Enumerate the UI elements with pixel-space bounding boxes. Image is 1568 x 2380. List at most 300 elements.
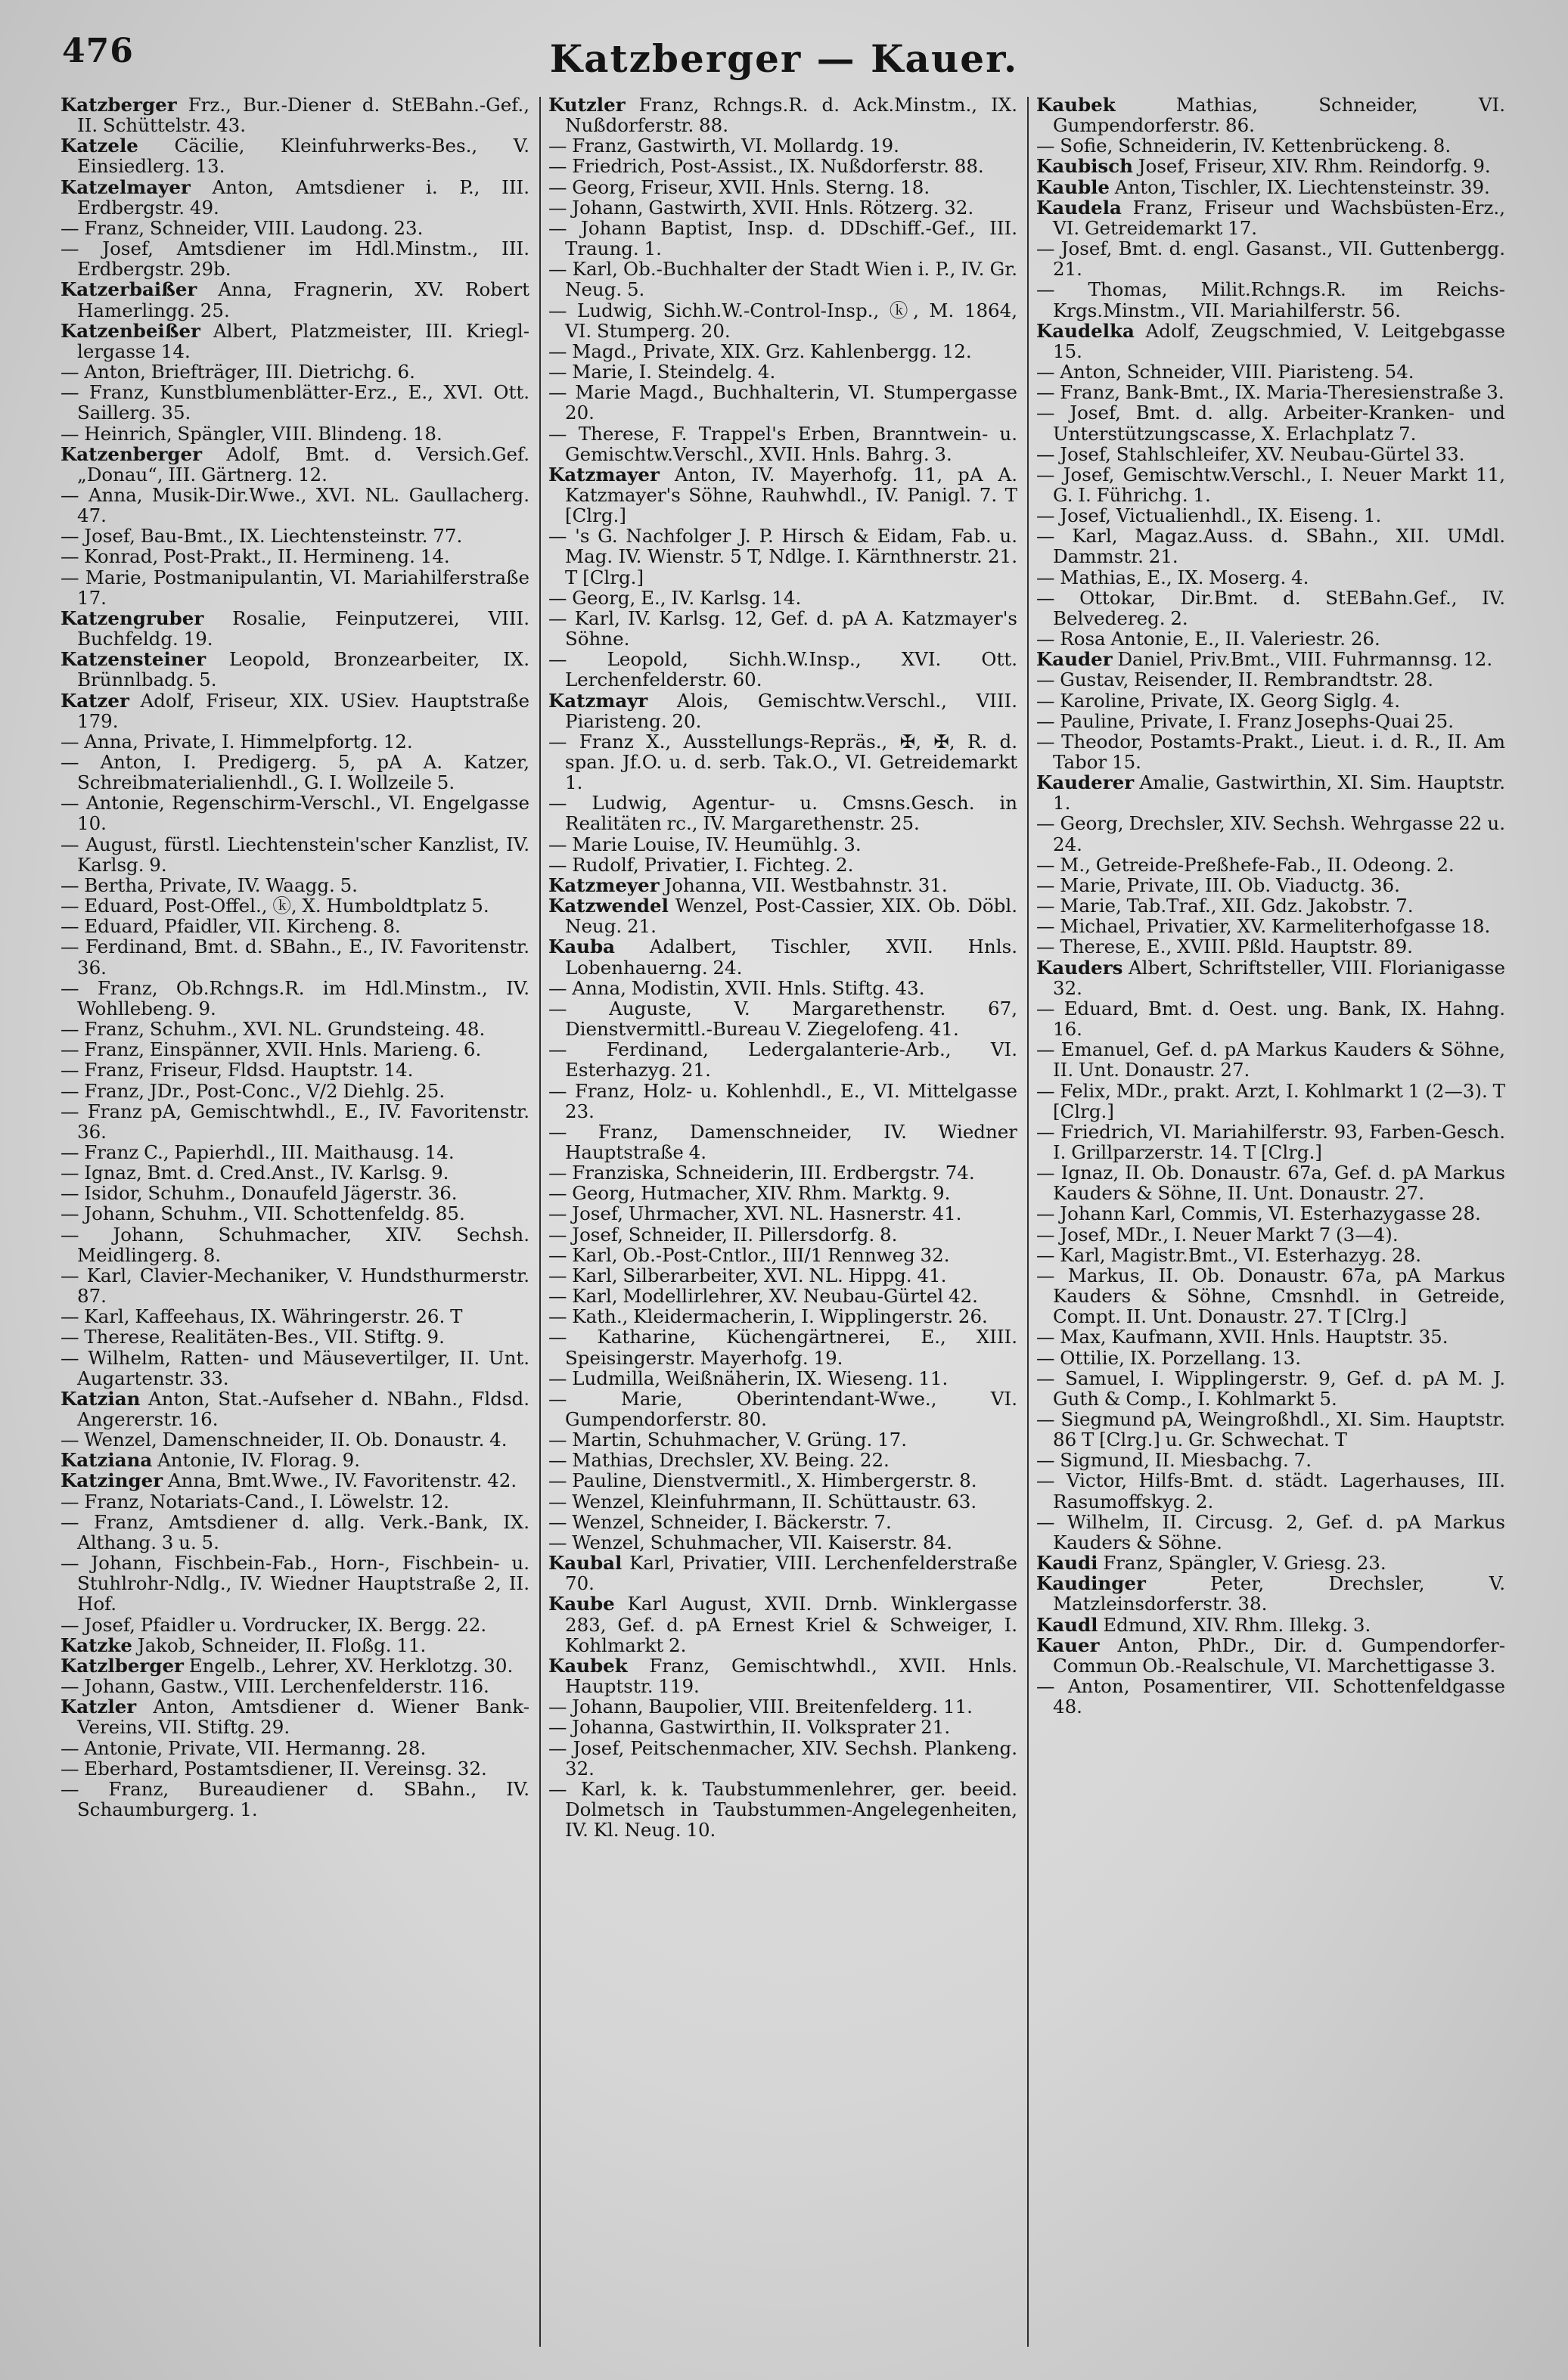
entry-text: Adolf, Friseur, XIX. USiev. Hauptstraße 179. <box>77 689 529 732</box>
directory-entry <box>548 95 1017 135</box>
entry-text: — Friedrich, VI. Mariahilferstr. 93, Farben-Gesch. I. Grillparzerstr. 14. T [Clrg.] <box>1036 1120 1505 1163</box>
directory-entry <box>61 135 529 176</box>
entry-text: — Josef, Gemischtw.Verschl., I. Neuer Markt 11, G. I. Führichg. 1. <box>1036 463 1505 506</box>
entry-text: Peter, Drechsler, V. Matzleinsdorferstr. 38. <box>1053 1572 1505 1615</box>
directory-entry <box>548 1081 1017 1122</box>
directory-entry <box>61 1553 529 1614</box>
directory-entry <box>61 1758 529 1779</box>
directory-entry <box>548 1162 1017 1183</box>
entry-text: Anton, Stat.-Aufseher d. NBahn., Fldsd. Angererstr. 16. <box>77 1387 529 1430</box>
directory-entry <box>61 1779 529 1820</box>
entry-text: — Josef, Pfaidler u. Vordrucker, IX. Bergg. 22. <box>61 1613 487 1636</box>
directory-entry <box>548 649 1017 690</box>
entry-text: — Anton, Schneider, VIII. Piaristeng. 54. <box>1036 361 1414 383</box>
directory-entry <box>61 238 529 279</box>
entry-text: — Wilhelm, II. Circusg. 2, Gef. d. pA Markus Kauders & Söhne. <box>1036 1510 1505 1553</box>
directory-entry <box>1036 321 1505 361</box>
entry-text: — Wenzel, Schuhmacher, VII. Kaiserstr. 84. <box>548 1531 952 1553</box>
entry-text: — Sigmund, II. Miesbachg. 7. <box>1036 1449 1312 1472</box>
entry-text: Anton, IV. Mayerhofg. 11, pA A. Katzmayer's Söhne, Rauhwhdl., IV. Panigl. 7. T [Clrg.] <box>565 463 1017 527</box>
directory-entry <box>1036 1245 1505 1265</box>
entry-text: — Karl, k. k. Taubstummenlehrer, ger. beeid. Dolmetsch in Taubstummen-Angelegenheiten, IV. Kl. Neug. 10. <box>548 1777 1017 1842</box>
directory-entry <box>61 567 529 608</box>
entry-text: — Karl, Silberarbeiter, XVI. NL. Hippg. 41. <box>548 1264 947 1286</box>
directory-entry <box>548 834 1017 855</box>
entry-text: — Ignaz, II. Ob. Donaustr. 67a, Gef. d. pA Markus Kauders & Söhne, II. Unt. Donaustr. 27. <box>1036 1162 1505 1205</box>
entry-text: Leopold, Bronzearbeiter, IX. Brünnlbadg. 5. <box>77 648 529 691</box>
directory-entry <box>1036 628 1505 649</box>
directory-entry <box>1036 1676 1505 1717</box>
entry-text: — Sofie, Schneiderin, IV. Kettenbrückeng. 8. <box>1036 135 1452 157</box>
directory-entry <box>548 1512 1017 1532</box>
directory-entry <box>1036 1122 1505 1162</box>
entry-surname: Kaubisch <box>1036 155 1133 178</box>
entry-text: — Ludwig, Agentur- u. Cmsns.Gesch. in Realitäten rc., IV. Margarethenstr. 25. <box>548 792 1017 835</box>
entry-text: — Auguste, V. Margarethenstr. 67, Dienstvermittl.-Bureau V. Ziegelofeng. 41. <box>548 997 1017 1041</box>
entry-text: Wenzel, Post-Cassier, XIX. Ob. Döbl. Neug. 21. <box>565 895 1017 938</box>
directory-entry <box>1036 526 1505 566</box>
directory-entry <box>61 1060 529 1080</box>
entry-text: — Karoline, Private, IX. Georg Siglg. 4. <box>1036 689 1401 712</box>
directory-entry <box>548 1368 1017 1389</box>
entry-text: — Johann, Baupolier, VIII. Breitenfelderg. 11. <box>548 1696 973 1718</box>
entry-text: — Franz, Notariats-Cand., I. Löwelstr. 12. <box>61 1490 450 1513</box>
entry-text: Anton, Tischler, IX. Liechtensteinstr. 39. <box>1110 175 1490 198</box>
directory-entry <box>61 1470 529 1491</box>
entry-text: — Franz, Bank-Bmt., IX. Maria-Theresienstraße 3. <box>1036 381 1504 404</box>
directory-entry <box>548 936 1017 977</box>
directory-entry <box>61 1019 529 1039</box>
entry-text: — Johann, Fischbein-Fab., Horn-, Fischbein- u. Stuhlrohr-Ndlg., IV. Wiedner Hauptstraße 2, II. Hof. <box>61 1552 529 1615</box>
entry-text: — Anton, Posamentirer, VII. Schottenfeldgasse 48. <box>1036 1675 1505 1718</box>
directory-entry <box>548 1183 1017 1203</box>
entry-text: — Victor, Hilfs-Bmt. d. städt. Lagerhauses, III. Rasumoffskyg. 2. <box>1036 1469 1505 1513</box>
entry-text: — Josef, Uhrmacher, XVI. NL. Hasnerstr. 41. <box>548 1202 962 1225</box>
directory-entry <box>61 485 529 526</box>
entry-text: — Josef, Bau-Bmt., IX. Liechtensteinstr. 77. <box>61 525 463 548</box>
entry-text: — Magd., Private, XIX. Grz. Kahlenbergg. 12. <box>548 340 972 362</box>
directory-entry <box>548 382 1017 423</box>
entry-text: — Theodor, Postamts-Prakt., Lieut. i. d. R., II. Am Tabor 15. <box>1036 730 1505 773</box>
directory-entry <box>548 1491 1017 1512</box>
entry-text: — Anna, Musik-Dir.Wwe., XVI. NL. Gaullacherg. 47. <box>61 483 529 527</box>
entry-surname: Kutzler <box>548 95 626 116</box>
entry-text: — Ludmilla, Weißnäherin, IX. Wieseng. 11. <box>548 1367 949 1389</box>
directory-entry <box>1036 1348 1505 1368</box>
directory-entry <box>548 875 1017 895</box>
directory-entry <box>548 1470 1017 1491</box>
entry-text: — Eberhard, Postamtsdiener, II. Vereinsg. 32. <box>61 1757 487 1780</box>
directory-entry <box>1036 279 1505 320</box>
entry-surname: Katzmeyer <box>548 873 660 896</box>
entry-surname: Kaube <box>548 1593 615 1615</box>
entry-text: — Samuel, I. Wipplingerstr. 9, Gef. d. pA M. J. Guth & Comp., I. Kohlmarkt 5. <box>1036 1367 1505 1410</box>
directory-entry <box>61 649 529 690</box>
entry-text: — Eduard, Post-Offel., ⓚ, X. Humboldtplatz 5. <box>61 895 489 917</box>
directory-entry <box>1036 177 1505 197</box>
entry-text: — Josef, Schneider, II. Pillersdorfg. 8. <box>548 1223 898 1246</box>
directory-entry <box>61 1615 529 1635</box>
directory-entry <box>548 1265 1017 1286</box>
entry-text: — Mathias, Drechsler, XV. Being. 22. <box>548 1449 890 1472</box>
page-number: 476 <box>62 32 134 70</box>
entry-text: — Antonie, Regenschirm-Verschl., VI. Engelgasse 10. <box>61 792 529 835</box>
entry-text: Frz., Bur.-Diener d. StEBahn.-Gef., II. Schüttelstr. 43. <box>77 95 529 137</box>
entry-text: — Therese, E., XVIII. Pßld. Hauptstr. 89. <box>1036 936 1413 958</box>
entry-text: — Johann, Schuhmacher, XIV. Sechsh. Meidlingerg. 8. <box>61 1223 529 1266</box>
entry-text: Antonie, IV. Florag. 9. <box>152 1449 361 1472</box>
directory-entry <box>548 690 1017 731</box>
entry-surname: Katzensteiner <box>61 648 206 671</box>
entry-surname: Katzenbeißer <box>61 319 200 342</box>
directory-entry <box>548 361 1017 382</box>
entry-text: — Franz, Friseur, Fldsd. Hauptstr. 14. <box>61 1059 414 1081</box>
directory-entry <box>61 1389 529 1429</box>
entry-text: — Johann, Schuhm., VII. Schottenfeldg. 85. <box>61 1202 465 1225</box>
entry-surname: Kaubal <box>548 1552 623 1575</box>
entry-text: — Franz, Holz- u. Kohlenhdl., E., VI. Mittelgasse 23. <box>548 1079 1017 1122</box>
entry-text: Franz, Friseur und Wachsbüsten-Erz., VI. Getreidemarkt 17. <box>1053 196 1505 239</box>
directory-entry <box>61 834 529 875</box>
directory-entry <box>1036 505 1505 526</box>
directory-entry <box>61 361 529 382</box>
entry-surname: Katzinger <box>61 1469 163 1492</box>
entry-text: — Ignaz, Bmt. d. Cred.Anst., IV. Karlsg. 9. <box>61 1162 449 1184</box>
column-1 <box>61 95 529 2348</box>
directory-entry <box>548 1779 1017 1840</box>
entry-text: — Martin, Schuhmacher, V. Grüng. 17. <box>548 1429 908 1451</box>
entry-surname: Kauderer <box>1036 771 1135 794</box>
directory-entry <box>61 1635 529 1655</box>
directory-entry <box>61 1738 529 1758</box>
directory-entry <box>548 855 1017 875</box>
directory-entry <box>548 588 1017 608</box>
entry-text: — Marie, I. Steindelg. 4. <box>548 361 776 383</box>
entry-text: — Ferdinand, Bmt. d. SBahn., E., IV. Favoritenstr. 36. <box>61 936 529 979</box>
directory-entry <box>61 279 529 320</box>
entry-text: Albert, Platzmeister, III. Kriegl-lergasse 14. <box>77 319 529 362</box>
directory-entry <box>548 259 1017 299</box>
entry-text: Adolf, Bmt. d. Versich.Gef. „Donau“, III. Gärtnerg. 12. <box>77 442 529 486</box>
entry-text: — Franz, Schuhm., XVI. NL. Grundsteing. 48. <box>61 1018 486 1041</box>
entry-text: Daniel, Priv.Bmt., VIII. Fuhrmannsg. 12. <box>1112 648 1493 671</box>
directory-entry <box>1036 382 1505 402</box>
entry-text: — Franz, JDr., Post-Conc., V/2 Diehlg. 25. <box>61 1079 446 1102</box>
entry-surname: Katzler <box>61 1696 137 1718</box>
entry-text: — Karl, Magistr.Bmt., VI. Esterhazyg. 28. <box>1036 1243 1422 1266</box>
directory-entry <box>1036 1512 1505 1553</box>
entry-surname: Katzmayr <box>548 689 648 712</box>
directory-entry <box>1036 1224 1505 1245</box>
directory-entry <box>61 526 529 546</box>
directory-entry <box>61 978 529 1019</box>
directory-entry <box>1036 1409 1505 1450</box>
entry-text: — Wenzel, Schneider, I. Bäckerstr. 7. <box>548 1510 892 1533</box>
entry-text: — Franz, Kunstblumenblätter-Erz., E., XVI. Ott. Saillerg. 35. <box>61 381 529 424</box>
entry-text: Anton, PhDr., Dir. d. Gumpendorfer-Commun Ob.-Realschule, VI. Marchettigasse 3. <box>1053 1634 1505 1677</box>
entry-surname: Katzerbaißer <box>61 278 197 301</box>
directory-entry <box>1036 1039 1505 1080</box>
directory-entry <box>1036 731 1505 772</box>
directory-entry <box>61 1696 529 1737</box>
directory-entry <box>1036 1553 1505 1573</box>
directory-entry <box>61 1081 529 1101</box>
directory-entry <box>1036 402 1505 443</box>
directory-entry <box>1036 916 1505 936</box>
directory-entry <box>61 1348 529 1389</box>
directory-entry <box>61 1142 529 1162</box>
directory-entry <box>1036 588 1505 628</box>
entry-text: Adolf, Zeugschmied, V. Leitgebgasse 15. <box>1053 319 1505 362</box>
directory-entry <box>1036 1450 1505 1470</box>
entry-text: — Anton, Briefträger, III. Dietrichg. 6. <box>61 361 415 383</box>
directory-entry <box>61 424 529 444</box>
directory-entry <box>548 1717 1017 1737</box>
directory-entry <box>1036 156 1505 176</box>
entry-surname: Katzberger <box>61 95 177 116</box>
directory-entry <box>548 793 1017 833</box>
directory-entry <box>548 1655 1017 1696</box>
directory-entry <box>548 464 1017 526</box>
entry-surname: Katzke <box>61 1634 132 1656</box>
directory-entry <box>1036 1573 1505 1614</box>
directory-entry <box>1036 772 1505 813</box>
directory-entry <box>1036 711 1505 731</box>
entry-text: — August, fürstl. Liechtenstein'scher Kanzlist, IV. Karlsg. 9. <box>61 833 529 876</box>
entry-text: — Thomas, Milit.Rchngs.R. im Reichs-Krgs.Minstm., VII. Mariahilferstr. 56. <box>1036 278 1505 321</box>
directory-entry <box>1036 669 1505 690</box>
directory-entry <box>1036 649 1505 669</box>
directory-entry <box>1036 1265 1505 1327</box>
entry-text: — Rudolf, Privatier, I. Fichteg. 2. <box>548 853 854 876</box>
entry-text: — Josef, Victualienhdl., IX. Eiseng. 1. <box>1036 504 1382 527</box>
entry-text: Josef, Friseur, XIV. Rhm. Reindorfg. 9. <box>1132 155 1491 178</box>
entry-surname: Katzlberger <box>61 1654 184 1677</box>
entry-text: Engelb., Lehrer, XV. Herklotzg. 30. <box>183 1654 514 1677</box>
entry-surname: Kauer <box>1036 1634 1100 1656</box>
directory-entry <box>548 177 1017 197</box>
entry-text: — Karl, Ob.-Buchhalter der Stadt Wien i. P., IV. Gr. Neug. 5. <box>548 258 1017 301</box>
directory-entry <box>61 1039 529 1060</box>
entry-text: — Antonie, Private, VII. Hermanng. 28. <box>61 1736 427 1759</box>
entry-text: — Friedrich, Post-Assist., IX. Nußdorferstr. 88. <box>548 155 984 178</box>
directory-entry <box>1036 238 1505 279</box>
entry-text: Mathias, Schneider, VI. Gumpendorferstr. 86. <box>1053 95 1505 137</box>
entry-text: — Karl, IV. Karlsg. 12, Gef. d. pA A. Katzmayer's Söhne. <box>548 607 1017 650</box>
entry-text: — 's G. Nachfolger J. P. Hirsch & Eidam, Fab. u. Mag. IV. Wienstr. 5 T, Ndlge. I. Kärnthnerstr. 21. T [Clrg.] <box>548 525 1017 588</box>
directory-entry <box>1036 957 1505 998</box>
entry-text: Albert, Schriftsteller, VIII. Florianigasse 32. <box>1053 956 1505 999</box>
directory-entry <box>548 1738 1017 1779</box>
directory-entry <box>61 1203 529 1224</box>
entry-text: — Bertha, Private, IV. Waagg. 5. <box>61 873 358 896</box>
directory-entry <box>1036 567 1505 588</box>
directory-entry <box>1036 197 1505 238</box>
entry-surname: Katziana <box>61 1449 153 1472</box>
entry-text: — Georg, Drechsler, XIV. Sechsh. Wehrgasse 22 u. 24. <box>1036 812 1505 855</box>
entry-surname: Kaudinger <box>1036 1572 1146 1595</box>
directory-entry <box>61 1162 529 1183</box>
entry-text: — Ottokar, Dir.Bmt. d. StEBahn.Gef., IV. Belvedereg. 2. <box>1036 586 1505 629</box>
entry-text: — Wenzel, Damenschneider, II. Ob. Donaustr. 4. <box>61 1429 508 1451</box>
entry-text: — Ferdinand, Ledergalanterie-Arb., VI. Esterhazyg. 21. <box>548 1038 1017 1081</box>
directory-entry <box>548 197 1017 218</box>
entry-text: — Michael, Privatier, XV. Karmeliterhofgasse 18. <box>1036 915 1491 938</box>
entry-text: — Anna, Private, I. Himmelpfortg. 12. <box>61 730 413 752</box>
entry-text: — Therese, F. Trappel's Erben, Branntwein- u. Gemischtw.Verschl., XVII. Hnls. Bahrg. 3. <box>548 422 1017 465</box>
entry-surname: Kauble <box>1036 175 1110 198</box>
directory-entry <box>1036 1327 1505 1347</box>
directory-entry <box>61 382 529 423</box>
directory-entry <box>61 1306 529 1327</box>
entry-text: — Marie, Postmanipulantin, VI. Mariahilferstraße 17. <box>61 566 529 609</box>
entry-surname: Katzelmayer <box>61 175 191 198</box>
directory-entry <box>61 218 529 238</box>
entry-text: — Marie Magd., Buchhalterin, VI. Stumpergasse 20. <box>548 381 1017 424</box>
directory-entry <box>61 793 529 833</box>
entry-text: — Franz, Damenschneider, IV. Wiedner Hauptstraße 4. <box>548 1120 1017 1163</box>
entry-text: — Karl, Ob.-Post-Cntlor., III/1 Rennweg 32. <box>548 1243 950 1266</box>
directory-entry <box>548 1245 1017 1265</box>
directory-entry <box>1036 1368 1505 1409</box>
directory-entry <box>61 546 529 566</box>
entry-surname: Kaudl <box>1036 1613 1098 1636</box>
directory-entry <box>548 895 1017 936</box>
directory-entry <box>548 341 1017 361</box>
entry-text: — Gustav, Reisender, II. Rembrandtstr. 28. <box>1036 669 1433 691</box>
entry-text: — Siegmund pA, Weingroßhdl., XI. Sim. Hauptstr. 86 T [Clrg.] u. Gr. Schwechat. T <box>1036 1408 1505 1451</box>
directory-entry <box>548 1286 1017 1306</box>
directory-entry <box>548 135 1017 156</box>
directory-entry <box>61 1512 529 1553</box>
entry-text: — Wilhelm, Ratten- und Mäusevertilger, II. Unt. Augartenstr. 33. <box>61 1346 529 1389</box>
entry-text: — Franziska, Schneiderin, III. Erdbergstr. 74. <box>548 1162 975 1184</box>
directory-entry <box>61 1676 529 1696</box>
directory-entry <box>548 998 1017 1039</box>
entry-text: — Johann Karl, Commis, VI. Esterhazygasse 28. <box>1036 1202 1481 1225</box>
entry-text: — Anna, Modistin, XVII. Hnls. Stiftg. 43. <box>548 976 925 999</box>
directory-entry <box>1036 95 1505 135</box>
directory-entry <box>1036 135 1505 156</box>
entry-surname: Katzenberger <box>61 442 203 465</box>
entry-surname: Kaudi <box>1036 1552 1098 1575</box>
directory-entry <box>1036 1470 1505 1511</box>
entry-text: Franz, Gemischtwhdl., XVII. Hnls. Hauptstr. 119. <box>565 1654 1017 1698</box>
directory-entry <box>61 1224 529 1265</box>
entry-text: Adalbert, Tischler, XVII. Hnls. Lobenhauerng. 24. <box>565 936 1017 979</box>
entry-text: — Franz, Schneider, VIII. Laudong. 23. <box>61 216 424 239</box>
entry-text: — Karl, Kaffeehaus, IX. Währingerstr. 26. T <box>61 1305 463 1328</box>
entry-text: — Johann, Gastw., VIII. Lerchenfelderstr. 116. <box>61 1675 489 1698</box>
directory-entry <box>1036 895 1505 916</box>
directory-entry <box>1036 1203 1505 1224</box>
directory-entry <box>548 1389 1017 1429</box>
directory-entry <box>61 95 529 135</box>
directory-entry <box>61 752 529 793</box>
entry-surname: Kauba <box>548 936 615 958</box>
directory-entry <box>61 1429 529 1450</box>
entry-text: Johanna, VII. Westbahnstr. 31. <box>659 873 948 896</box>
entry-text: — Franz, Ob.Rchngs.R. im Hdl.Minstm., IV. Wohllebeng. 9. <box>61 976 529 1019</box>
directory-entry <box>548 1450 1017 1470</box>
entry-text: Edmund, XIV. Rhm. Illekg. 3. <box>1098 1613 1371 1636</box>
directory-entry <box>61 444 529 485</box>
entry-text: — Georg, Friseur, XVII. Hnls. Sterng. 18. <box>548 175 930 198</box>
entry-text: — Franz, Bureaudiener d. SBahn., IV. Schaumburgerg. 1. <box>61 1777 529 1820</box>
entry-text: — Pauline, Dienstvermitl., X. Himbergerstr. 8. <box>548 1469 977 1492</box>
directory-entry <box>1036 998 1505 1039</box>
entry-surname: Kauders <box>1036 956 1123 979</box>
entry-text: — Kath., Kleidermacherin, I. Wipplingerstr. 26. <box>548 1305 988 1328</box>
entry-text: — Karl, Clavier-Mechaniker, V. Hundsthurmerstr. 87. <box>61 1264 529 1308</box>
directory-entry <box>548 1039 1017 1080</box>
entry-text: — Franz, Gastwirth, VI. Mollardg. 19. <box>548 135 899 157</box>
entry-surname: Kaubek <box>1036 95 1116 116</box>
directory-entry <box>61 1655 529 1676</box>
directory-entry <box>1036 1162 1505 1203</box>
directory-entry <box>61 1450 529 1470</box>
entry-text: — Ottilie, IX. Porzellang. 13. <box>1036 1346 1301 1369</box>
directory-entry <box>1036 1635 1505 1676</box>
entry-text: — Johann, Gastwirth, XVII. Hnls. Rötzerg. 32. <box>548 196 974 219</box>
directory-entry <box>548 218 1017 259</box>
entry-text: — Heinrich, Spängler, VIII. Blindeng. 18. <box>61 422 442 445</box>
entry-text: — Josef, Bmt. d. allg. Arbeiter-Kranken- und Unterstützungscasse, X. Erlachplatz 7. <box>1036 402 1505 445</box>
entry-text: Rosalie, Feinputzerei, VIII. Buchfeldg. 19. <box>77 607 529 650</box>
entry-text: Anna, Fragnerin, XV. Robert Hamerlingg. 25. <box>77 278 529 321</box>
directory-entry <box>548 1306 1017 1327</box>
entry-text: Jakob, Schneider, II. Floßg. 11. <box>132 1634 427 1656</box>
entry-text: — Marie Louise, IV. Heumühlg. 3. <box>548 833 862 855</box>
entry-surname: Katzele <box>61 135 138 157</box>
directory-entry <box>548 1224 1017 1245</box>
directory-entry <box>61 177 529 218</box>
directory-entry <box>548 1429 1017 1450</box>
directory-entry <box>548 978 1017 998</box>
entry-text: Karl, Privatier, VIII. Lerchenfelderstraße 70. <box>565 1552 1017 1595</box>
directory-entry <box>61 1491 529 1512</box>
entry-text: — Wenzel, Kleinfuhrmann, II. Schüttaustr. 63. <box>548 1490 977 1513</box>
directory-entry <box>61 1101 529 1142</box>
directory-entry <box>61 731 529 752</box>
entry-text: — Ludwig, Sichh.W.-Control-Insp., ⓚ, M. 1864, VI. Stumperg. 20. <box>548 299 1017 342</box>
entry-text: — Konrad, Post-Prakt., II. Hermineng. 14. <box>61 545 450 568</box>
directory-entry <box>61 916 529 936</box>
entry-surname: Katzengruber <box>61 607 204 629</box>
entry-text: — Isidor, Schuhm., Donaufeld Jägerstr. 36. <box>61 1182 458 1205</box>
directory-entry <box>1036 361 1505 382</box>
entry-text: — Josef, MDr., I. Neuer Markt 7 (3—4). <box>1036 1223 1399 1246</box>
entry-text: — Josef, Peitschenmacher, XIV. Sechsh. Plankeng. 32. <box>548 1736 1017 1780</box>
directory-entry <box>1036 690 1505 711</box>
directory-entry <box>1036 855 1505 875</box>
entry-surname: Kaubek <box>548 1654 628 1677</box>
entry-text: — M., Getreide-Preßhefe-Fab., II. Odeong. 2. <box>1036 853 1455 876</box>
entry-text: — Josef, Amtsdiener im Hdl.Minstm., III. Erdbergstr. 29b. <box>61 237 529 281</box>
entry-surname: Katzwendel <box>548 895 669 917</box>
entry-text: Alois, Gemischtw.Verschl., VIII. Piaristeng. 20. <box>565 689 1017 732</box>
entry-text: Franz, Spängler, V. Griesg. 23. <box>1098 1552 1386 1575</box>
entry-text: — Pauline, Private, I. Franz Josephs-Quai 25. <box>1036 709 1455 732</box>
directory-entry <box>548 731 1017 793</box>
entry-text: — Eduard, Pfaidler, VII. Kircheng. 8. <box>61 915 401 938</box>
entry-surname: Katzian <box>61 1387 141 1410</box>
entry-surname: Katzmayer <box>548 463 660 486</box>
entry-surname: Kaudelka <box>1036 319 1135 342</box>
directory-entry <box>61 1327 529 1347</box>
directory-entry <box>61 895 529 916</box>
entry-text: — Franz X., Ausstellungs-Repräs., ✠, ✠, R. d. span. Jf.O. u. d. serb. Tak.O., VI. Getreidemarkt 1. <box>548 730 1017 794</box>
